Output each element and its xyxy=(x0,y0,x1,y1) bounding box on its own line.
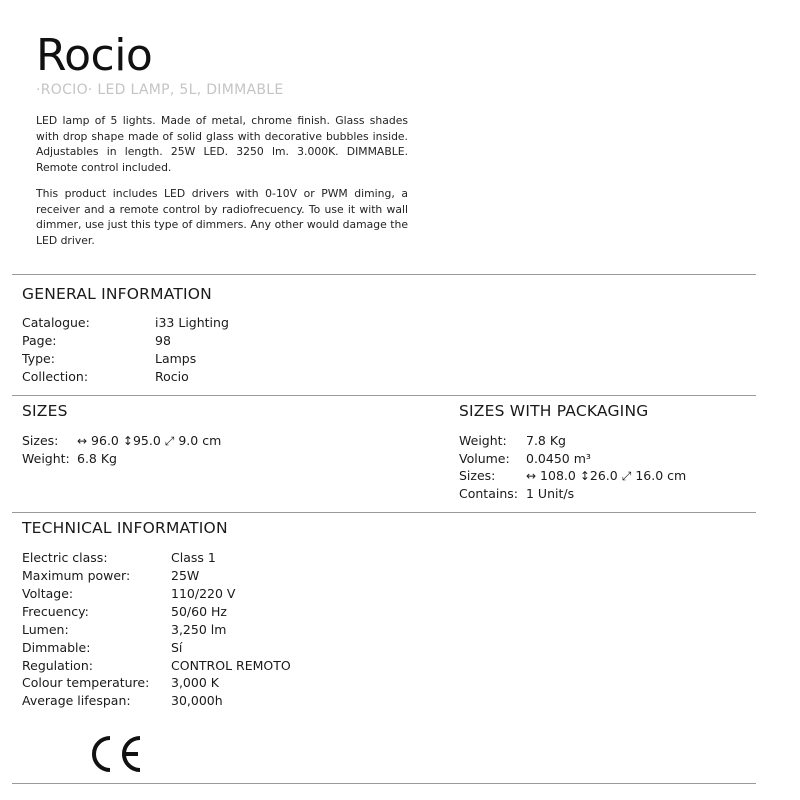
sizes-label: Sizes: xyxy=(22,433,59,448)
packaging-contains-value: 1 Unit/s xyxy=(526,486,575,501)
packaging-label: Weight: xyxy=(459,433,507,448)
general-value: Rocio xyxy=(155,369,189,384)
description-paragraph-2: This product includes LED drivers with 0-10V or PWM diming, a receiver and a remote control by radiofrecuency. To use it with wall dimmer, use just this type of dimmers. Any other would damage the LED driver. xyxy=(36,187,408,247)
technical-label: Average lifespan: xyxy=(22,693,131,708)
packaging-label: Volume: xyxy=(459,451,510,466)
depth-arrow-icon: ⤢ xyxy=(164,434,175,448)
technical-label: Frecuency: xyxy=(22,604,89,619)
divider xyxy=(12,395,756,396)
technical-value: 25W xyxy=(171,568,200,583)
general-value: 98 xyxy=(155,333,171,348)
general-value: i33 Lighting xyxy=(155,315,229,330)
divider xyxy=(12,274,756,275)
technical-value: 3,000 K xyxy=(171,675,219,690)
width-arrow-icon: ↔ xyxy=(526,469,537,483)
divider xyxy=(12,512,756,513)
technical-value: 30,000h xyxy=(171,693,223,708)
height-arrow-icon: ↕ xyxy=(122,434,133,448)
sizes-dimensions xyxy=(77,432,221,450)
product-description-extra xyxy=(36,186,408,248)
technical-value: 3,250 lm xyxy=(171,622,227,637)
packaging-volume-value: 0.0450 m³ xyxy=(526,451,591,466)
sizes-weight-value: 6.8 Kg xyxy=(77,451,117,466)
sizes-heading: SIZES xyxy=(22,402,68,420)
general-label: Collection: xyxy=(22,369,89,384)
packaging-label: Contains: xyxy=(459,486,518,501)
packaging-dimensions xyxy=(526,467,686,485)
technical-value: Sí xyxy=(171,640,183,655)
technical-value: CONTROL REMOTO xyxy=(171,658,291,673)
description-paragraph-1: LED lamp of 5 lights. Made of metal, chrome finish. Glass shades with drop shape made of solid glass with decorative bubbles inside. Adjustables in length. 25W LED. 3250 lm. 3.000K. DIMMABLE. Remote control included. xyxy=(36,114,408,174)
general-label: Catalogue: xyxy=(22,315,90,330)
general-value: Lamps xyxy=(155,351,197,366)
packaging-depth: 16.0 cm xyxy=(635,468,687,483)
product-description xyxy=(36,113,408,175)
technical-label: Electric class: xyxy=(22,550,108,565)
packaging-height: 26.0 xyxy=(589,468,618,483)
packaging-weight-value: 7.8 Kg xyxy=(526,433,566,448)
technical-value: Class 1 xyxy=(171,550,216,565)
sizes-depth: 9.0 cm xyxy=(178,433,222,448)
general-label: Page: xyxy=(22,333,57,348)
technical-label: Regulation: xyxy=(22,658,93,673)
depth-arrow-icon: ⤢ xyxy=(621,469,632,483)
technical-label: Lumen: xyxy=(22,622,69,637)
technical-label: Maximum power: xyxy=(22,568,131,583)
technical-label: Dimmable: xyxy=(22,640,91,655)
technical-label: Voltage: xyxy=(22,586,74,601)
technical-value: 50/60 Hz xyxy=(171,604,227,619)
sizes-width: 96.0 xyxy=(91,433,119,448)
divider xyxy=(12,783,756,784)
sizes-weight-label: Weight: xyxy=(22,451,70,466)
sizes-height: 95.0 xyxy=(132,433,161,448)
general-information-heading: GENERAL INFORMATION xyxy=(22,285,212,303)
packaging-label: Sizes: xyxy=(459,468,496,483)
product-title: Rocio xyxy=(36,30,153,81)
technical-value: 110/220 V xyxy=(171,586,236,601)
packaging-width: 108.0 xyxy=(540,468,576,483)
general-label: Type: xyxy=(22,351,55,366)
height-arrow-icon: ↕ xyxy=(579,469,590,483)
technical-information-heading: TECHNICAL INFORMATION xyxy=(22,519,228,537)
width-arrow-icon: ↔ xyxy=(77,434,88,448)
product-subtitle: ·ROCIO· LED LAMP, 5L, DIMMABLE xyxy=(36,82,284,98)
ce-mark-icon xyxy=(88,732,144,776)
technical-label: Colour temperature: xyxy=(22,675,150,690)
packaging-heading: SIZES WITH PACKAGING xyxy=(459,402,649,420)
